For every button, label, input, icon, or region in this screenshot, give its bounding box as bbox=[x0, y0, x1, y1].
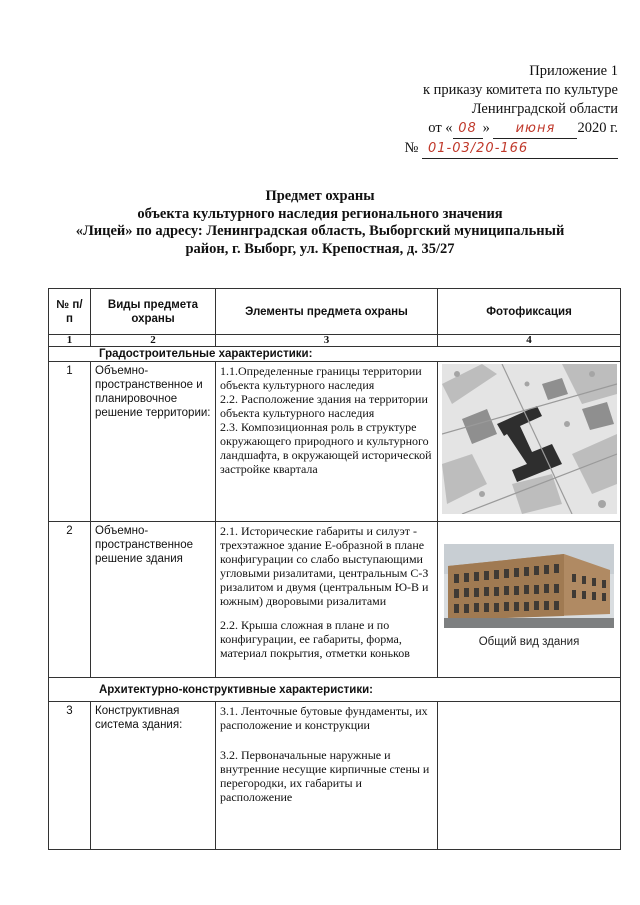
row-3-kind: Конструктивная система здания: bbox=[91, 702, 216, 850]
appendix-line-2: к приказу комитета по культуре bbox=[422, 82, 618, 98]
order-number-handwritten: 01-03/20-166 bbox=[422, 139, 618, 159]
date-year: 2020 г. bbox=[577, 120, 618, 136]
appendix-line-1: Приложение 1 bbox=[529, 63, 618, 79]
row-3-num: 3 bbox=[49, 702, 91, 850]
row-2-elements: 2.1. Исторические габариты и силуэт - трехэтажное здание Е-образной в плане конфигурации со слабо выступающими угловыми ризалитами, центральным С-З ризалитом и двумя (центральным Ю-В и южным) дворовыми ризалитами 2.2. Крыша сложная в плане и по конфигурации, ее габариты, форма, материал покрытия, отметки коньков bbox=[216, 522, 438, 678]
section-title-urban: Градостроительные характеристики: bbox=[49, 347, 621, 362]
header-num: № п/п bbox=[49, 289, 91, 335]
row-2-num: 2 bbox=[49, 522, 91, 678]
header-kind: Виды предмета охраны bbox=[91, 289, 216, 335]
section-row-architecture bbox=[49, 678, 621, 702]
photo-caption: Общий вид здания bbox=[478, 636, 580, 648]
section-title-architecture: Архитектурно-конструктивные характеристики: bbox=[49, 678, 621, 702]
row-1-elements: 1.1.Определенные границы территории объекта культурного наследия 2.2. Расположение здания на территории объекта культурного наследия 2.3. Композиционная роль в структуре окружающего природного и культурного ландшафта, в окружающей исторической застройке квартала bbox=[216, 362, 438, 522]
date-day-handwritten: 08 bbox=[453, 119, 483, 139]
table-row-1 bbox=[49, 362, 621, 522]
document-title: Предмет охраны объекта культурного наследия регионального значения «Лицей» по адресу: Ленинградская область, Выборгский муниципальный район, г. Выборг, ул. Крепостная, д. 35/27 bbox=[75, 188, 565, 257]
protection-subject-table bbox=[48, 288, 621, 850]
table-header-row bbox=[49, 289, 621, 335]
appendix-line-3: Ленинградской области bbox=[471, 101, 618, 117]
date-month-handwritten: июня bbox=[493, 119, 577, 139]
table-row-2 bbox=[49, 522, 621, 678]
order-number: № 01-03/20-166 bbox=[358, 139, 618, 159]
building-photo-image bbox=[444, 544, 614, 628]
row-2-photo-cell bbox=[438, 522, 621, 678]
row-2-kind: Объемно-пространственное решение здания bbox=[91, 522, 216, 678]
row-1-kind: Объемно-пространственное и планировочное решение территории: bbox=[91, 362, 216, 522]
header-photo: Фотофиксация bbox=[438, 289, 621, 335]
row-3-elements: 3.1. Ленточные бутовые фундаменты, их расположение и конструкции 3.2. Первоначальные наружные и внутренние несущие кирпичные стены и перегородки, их габариты и расположение bbox=[216, 702, 438, 850]
column-number-row: 1 2 3 4 bbox=[49, 335, 621, 347]
section-row-urban bbox=[49, 347, 621, 362]
row-1-photo-cell bbox=[438, 362, 621, 522]
appendix-header bbox=[358, 62, 618, 159]
order-date: от « 08 » июня 2020 г. bbox=[358, 119, 618, 139]
header-elements: Элементы предмета охраны bbox=[216, 289, 438, 335]
row-1-num: 1 bbox=[49, 362, 91, 522]
table-row-3 bbox=[49, 702, 621, 850]
row-3-photo-cell bbox=[438, 702, 621, 850]
aerial-map-image bbox=[442, 364, 617, 514]
